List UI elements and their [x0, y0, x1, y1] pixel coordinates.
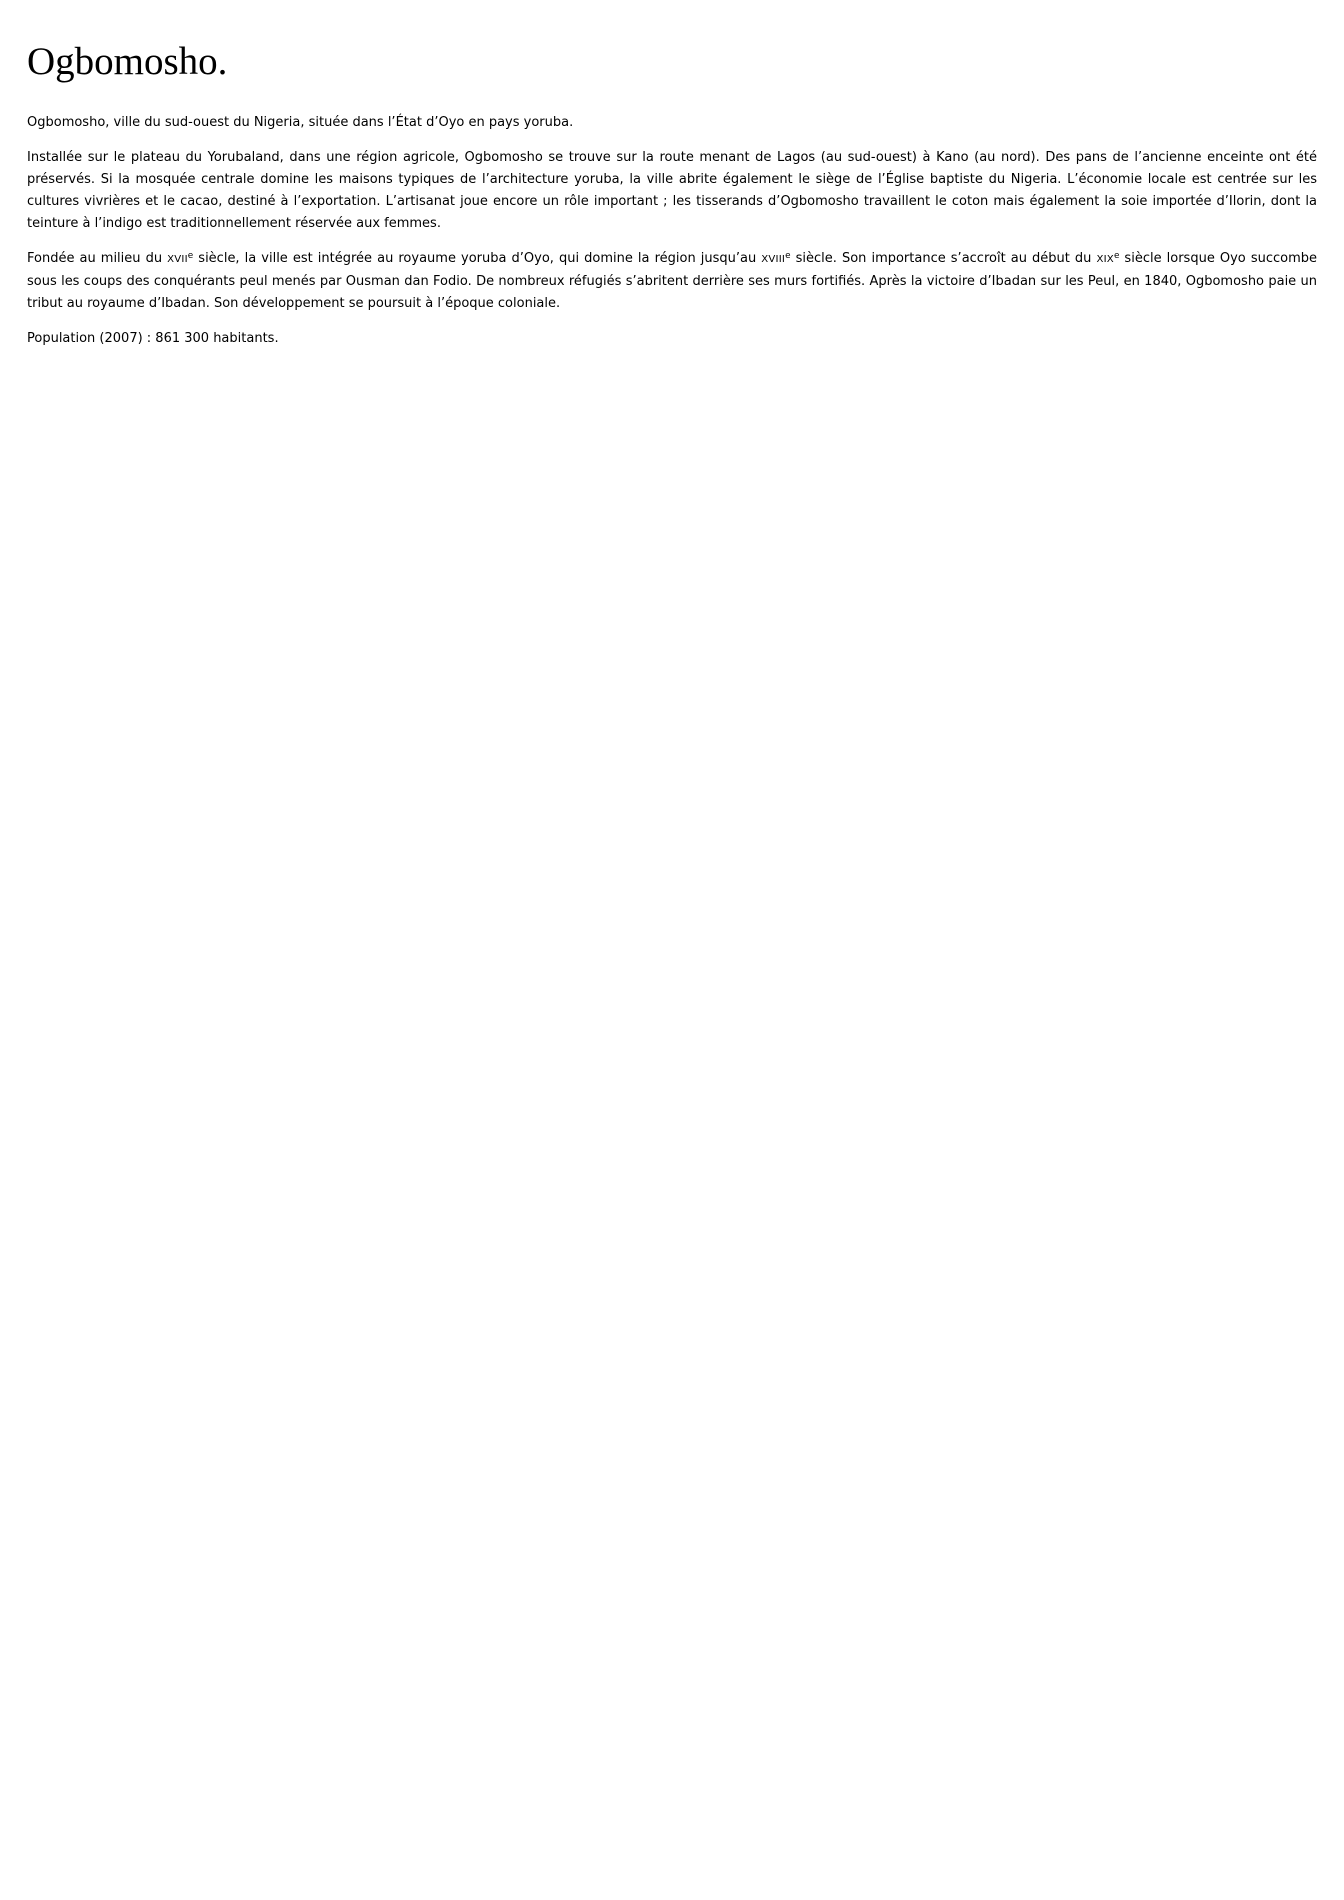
geography-paragraph: Installée sur le plateau du Yorubaland, dans une région agricole, Ogbomosho se trouve sur la route menant de Lagos (au sud-ouest) à Kano (au nord). Des pans de l’ancienne enceinte ont été préservés. Si la mosquée centrale domine les maisons typiques de l’architecture yoruba, la ville abrite également le siège de l’Église baptiste du Nigeria. L’économie locale est centrée sur les cultures vivrières et le cacao, destiné à l’exportation. L’artisanat joue encore un rôle important ; les tisserands d’Ogbomosho travaillent le coton mais également la soie importée d’Ilorin, dont la teinture à l’indigo est traditionnellement réservée aux femmes.	[27, 149, 1317, 231]
paragraph-text: siècle. Son importance s’accroît au début du	[790, 250, 1097, 266]
encyclopedia-article	[27, 39, 1317, 350]
superscript-text: e	[187, 250, 194, 261]
smallcaps-text: XVIII	[761, 253, 786, 265]
smallcaps-text: XIX	[1096, 253, 1114, 265]
page-title: Ogbomosho.	[27, 40, 228, 83]
superscript-text: e	[1113, 250, 1120, 261]
smallcaps-text: XVII	[167, 253, 188, 265]
population-paragraph: Population (2007) : 861 300 habitants.	[27, 330, 279, 346]
paragraph-text: siècle, la ville est intégrée au royaume yoruba d’Oyo, qui domine la région jusqu’au	[193, 250, 762, 266]
intro-paragraph: Ogbomosho, ville du sud-ouest du Nigeria, située dans l’État d’Oyo en pays yoruba.	[27, 114, 574, 130]
superscript-text: e	[785, 250, 791, 261]
history-paragraph	[27, 248, 1317, 315]
paragraph-text: Fondée au milieu du	[27, 250, 168, 266]
paragraph-text: siècle lorsque Oyo succombe sous les coups des conquérants peul menés par Ousman dan Fodio. De nombreux réfugiés s’abritent derrière ses murs fortifiés. Après la victoire d’Ibadan sur les Peul, en 1840, Ogbomosho paie un tribut au royaume d’Ibadan. Son développement se poursuit à l’époque coloniale.	[27, 250, 1317, 311]
